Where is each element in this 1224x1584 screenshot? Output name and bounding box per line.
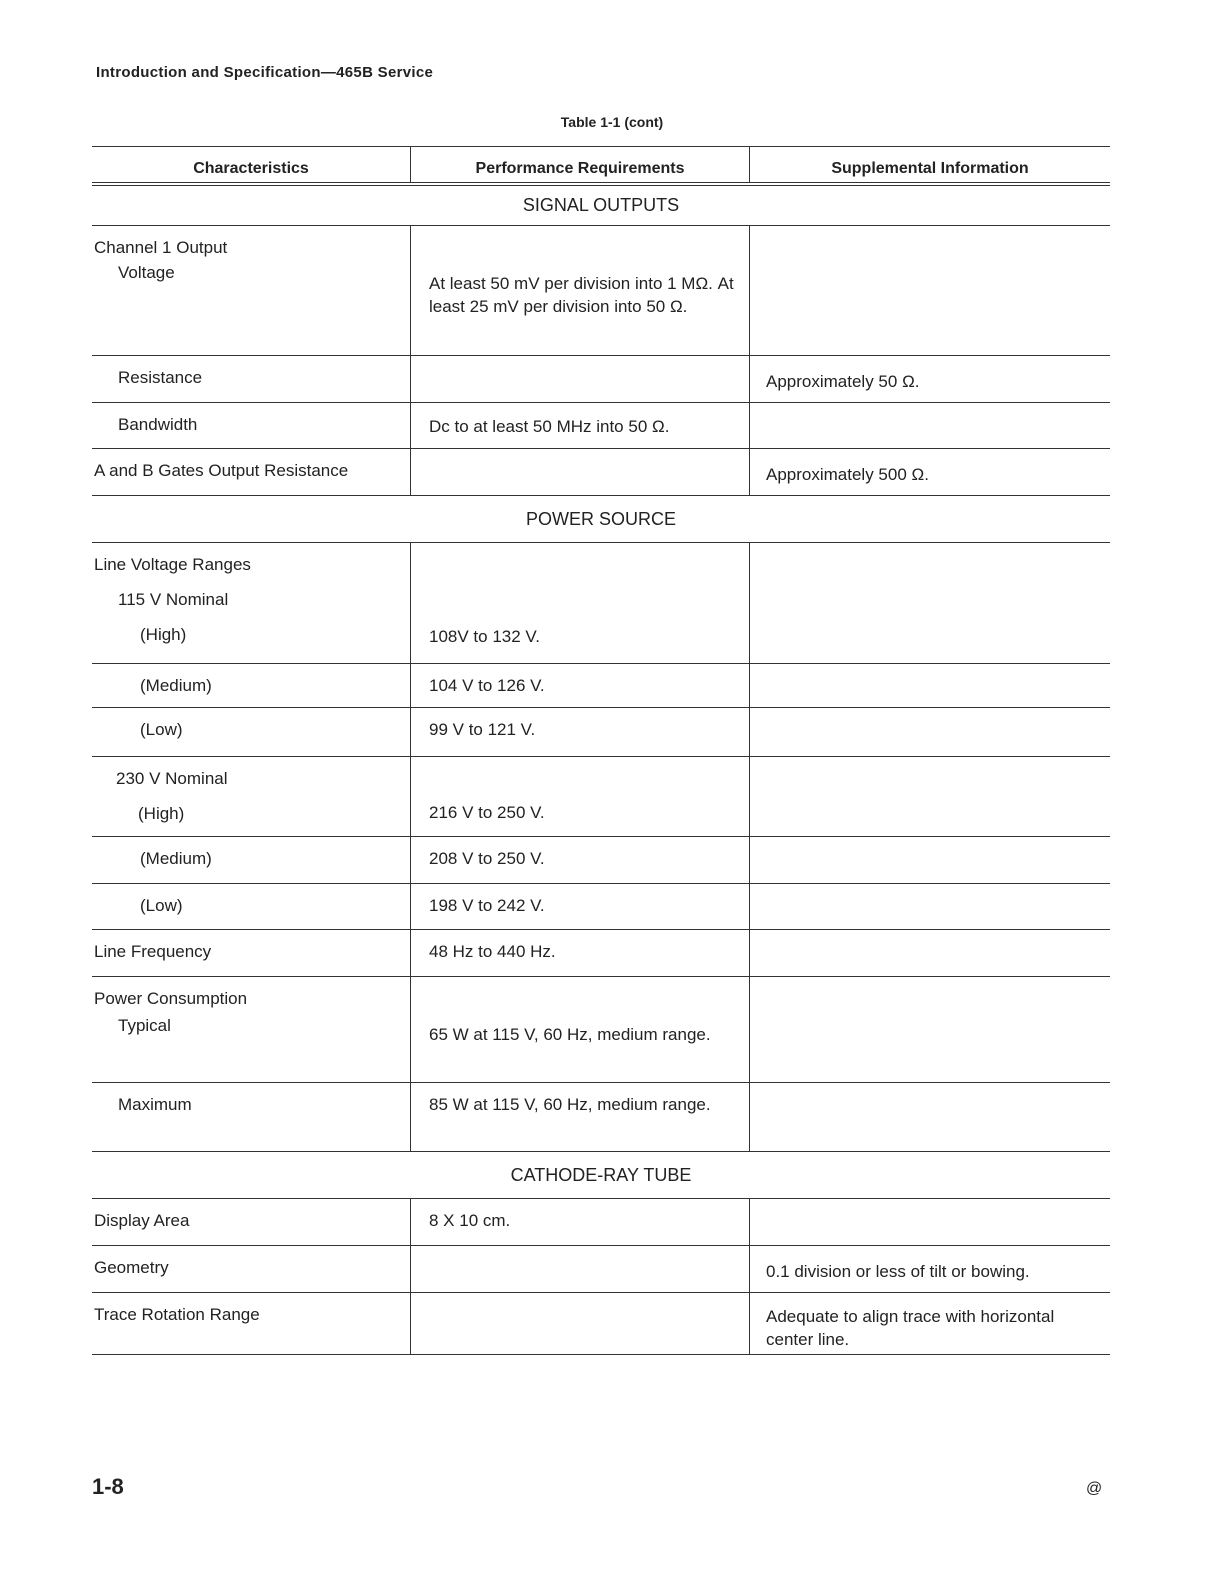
characteristic-label: Display Area	[94, 1211, 190, 1230]
characteristic-label: 230 V Nominal	[116, 769, 228, 788]
characteristic-label: Maximum	[118, 1095, 192, 1114]
table-row	[92, 708, 1110, 757]
performance-cell: 208 V to 250 V.	[410, 837, 749, 883]
table-row	[92, 449, 1110, 496]
characteristic-cell	[92, 543, 410, 663]
performance-cell: 48 Hz to 440 Hz.	[410, 930, 749, 976]
supplemental-cell: 0.1 division or less of tilt or bowing.	[749, 1246, 1110, 1292]
table-row	[92, 226, 1110, 356]
characteristic-sub-label: (High)	[138, 804, 185, 823]
table-row	[92, 757, 1110, 837]
page-number: 1-8	[92, 1474, 124, 1499]
section-heading-crt	[92, 1152, 1110, 1199]
characteristic-label: (Low)	[140, 720, 183, 739]
supplemental-cell	[749, 884, 1110, 929]
characteristic-label: Line Frequency	[94, 942, 212, 961]
characteristic-label: Trace Rotation Range	[94, 1305, 260, 1324]
performance-cell: 108V to 132 V.	[410, 543, 749, 663]
copyright-mark: @	[1086, 1480, 1103, 1497]
table-row	[92, 1199, 1110, 1246]
supplemental-cell	[749, 708, 1110, 756]
supplemental-cell	[749, 226, 1110, 355]
supplemental-cell	[749, 757, 1110, 836]
supplemental-cell	[749, 543, 1110, 663]
column-header-characteristics: Characteristics	[193, 160, 309, 177]
characteristic-sub-label: (High)	[140, 625, 187, 644]
characteristic-label: Bandwidth	[118, 415, 198, 434]
characteristic-cell	[92, 977, 410, 1082]
performance-cell: At least 50 mV per division into 1 MΩ. At least 25 mV per division into 50 Ω.	[410, 226, 749, 355]
section-title: CATHODE-RAY TUBE	[510, 1165, 692, 1185]
table-row	[92, 403, 1110, 449]
supplemental-cell	[749, 930, 1110, 976]
performance-cell: 85 W at 115 V, 60 Hz, medium range.	[410, 1083, 749, 1151]
performance-cell: 8 X 10 cm.	[410, 1199, 749, 1245]
performance-cell: 198 V to 242 V.	[410, 884, 749, 929]
performance-cell: 216 V to 250 V.	[410, 757, 749, 836]
characteristic-label: (Medium)	[140, 676, 212, 695]
characteristic-label: Line Voltage Ranges	[94, 555, 251, 574]
characteristic-label: A and B Gates Output Resistance	[94, 461, 349, 480]
characteristic-sub-label: Typical	[118, 1016, 171, 1035]
supplemental-cell: Approximately 500 Ω.	[749, 449, 1110, 495]
performance-cell: 65 W at 115 V, 60 Hz, medium range.	[410, 977, 749, 1082]
characteristic-label: Geometry	[94, 1258, 169, 1277]
supplemental-cell	[749, 837, 1110, 883]
table-row	[92, 356, 1110, 403]
characteristic-label: Power Consumption	[94, 989, 248, 1008]
table-row	[92, 884, 1110, 930]
characteristic-cell	[92, 226, 410, 355]
table-row	[92, 1246, 1110, 1293]
running-header: Introduction and Specification—465B Service	[96, 64, 434, 81]
characteristic-label: (Low)	[140, 896, 183, 915]
supplemental-cell	[749, 977, 1110, 1082]
table-row	[92, 1293, 1110, 1355]
section-heading-power-source	[92, 496, 1110, 543]
table-caption: Table 1-1 (cont)	[560, 114, 664, 130]
supplemental-cell	[749, 403, 1110, 448]
section-title: POWER SOURCE	[525, 509, 676, 529]
supplemental-cell: Adequate to align trace with horizontal center line.	[749, 1293, 1110, 1354]
characteristic-sub-label: 115 V Nominal	[118, 590, 229, 609]
supplemental-cell: Approximately 50 Ω.	[749, 356, 1110, 402]
column-header-performance: Performance Requirements	[410, 147, 749, 182]
section-title: SIGNAL OUTPUTS	[522, 195, 680, 215]
characteristic-cell	[92, 757, 410, 836]
table-row	[92, 930, 1110, 977]
characteristic-label: Resistance	[118, 368, 203, 387]
performance-cell	[410, 1246, 749, 1292]
table-row	[92, 977, 1110, 1083]
table-row	[92, 1083, 1110, 1152]
characteristic-label: (Medium)	[140, 849, 212, 868]
performance-cell	[410, 1293, 749, 1354]
supplemental-cell	[749, 1083, 1110, 1151]
table-row	[92, 837, 1110, 884]
specification-table	[92, 146, 1110, 1355]
table-row	[92, 543, 1110, 664]
table-row	[92, 664, 1110, 708]
supplemental-cell	[749, 664, 1110, 707]
section-heading-signal-outputs	[92, 186, 1110, 226]
table-header-row	[92, 146, 1110, 186]
performance-cell: 99 V to 121 V.	[410, 708, 749, 756]
performance-cell: 104 V to 126 V.	[410, 664, 749, 707]
supplemental-cell	[749, 1199, 1110, 1245]
column-header-supplemental: Supplemental Information	[749, 147, 1110, 182]
performance-cell	[410, 449, 749, 495]
characteristic-label: Channel 1 Output	[94, 238, 228, 257]
performance-cell	[410, 356, 749, 402]
characteristic-sub-label: Voltage	[118, 263, 175, 282]
performance-cell: Dc to at least 50 MHz into 50 Ω.	[410, 403, 749, 448]
